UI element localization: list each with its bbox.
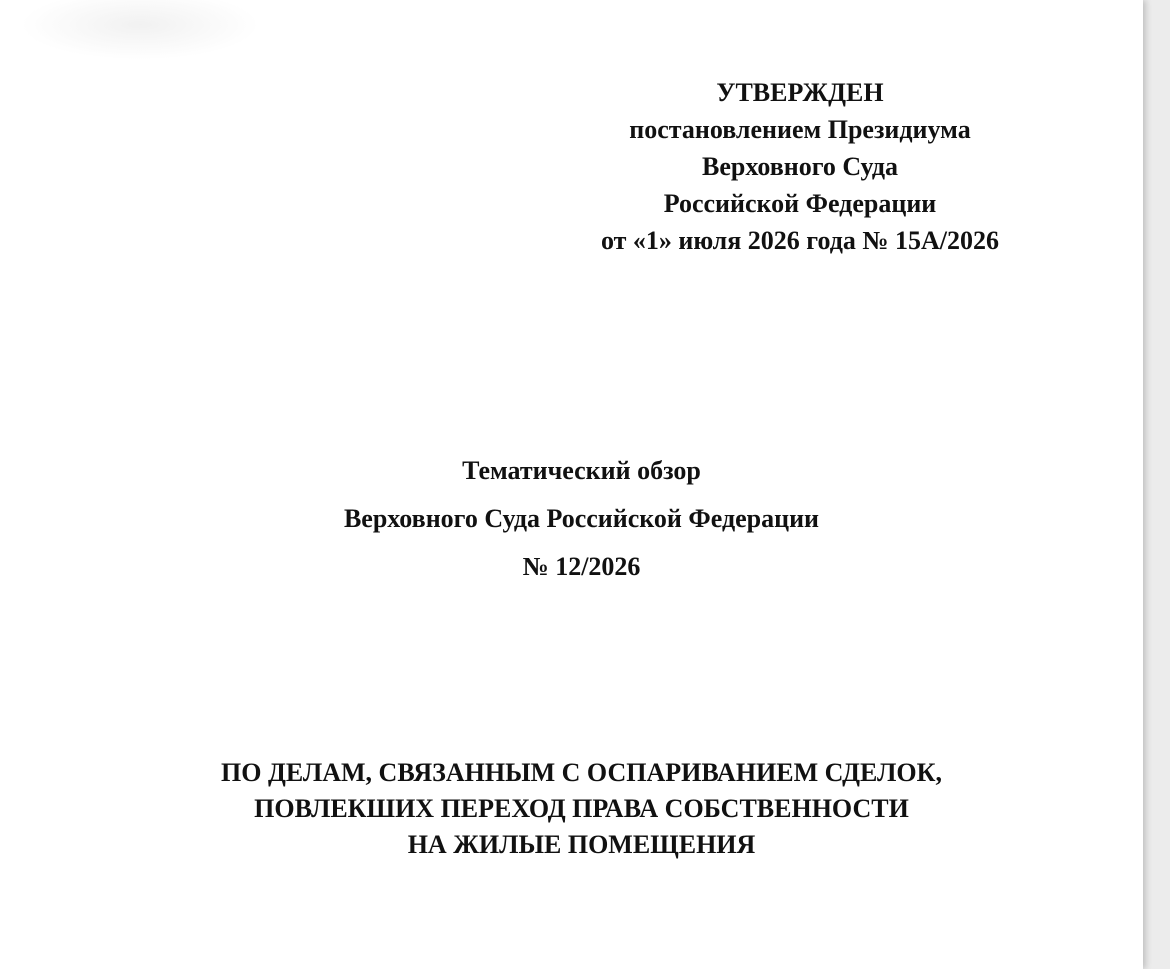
- approval-stamp-block: [560, 74, 1040, 259]
- approval-line: Российской Федерации: [663, 189, 937, 218]
- review-title: Тематический обзор: [462, 456, 701, 485]
- review-title-block: [260, 447, 903, 591]
- subject-line: НА ЖИЛЫЕ ПОМЕЩЕНИЯ: [407, 830, 756, 859]
- subject-line: ПО ДЕЛАМ, СВЯЗАННЫМ С ОСПАРИВАНИЕМ СДЕЛОК,: [221, 758, 942, 787]
- approval-heading: УТВЕРЖДЕН: [716, 78, 884, 107]
- subject-heading-block: [130, 755, 1033, 863]
- approval-line: Верховного Суда: [701, 152, 899, 181]
- approval-line: постановлением Президиума: [629, 115, 971, 144]
- approval-date-number: от «1» июля 2026 года № 15А/2026: [601, 226, 999, 255]
- scan-smudge: [20, 0, 260, 60]
- review-court-name: Верховного Суда Российской Федерации: [343, 504, 820, 533]
- review-number: № 12/2026: [522, 552, 641, 581]
- subject-line: ПОВЛЕКШИХ ПЕРЕХОД ПРАВА СОБСТВЕННОСТИ: [254, 794, 909, 823]
